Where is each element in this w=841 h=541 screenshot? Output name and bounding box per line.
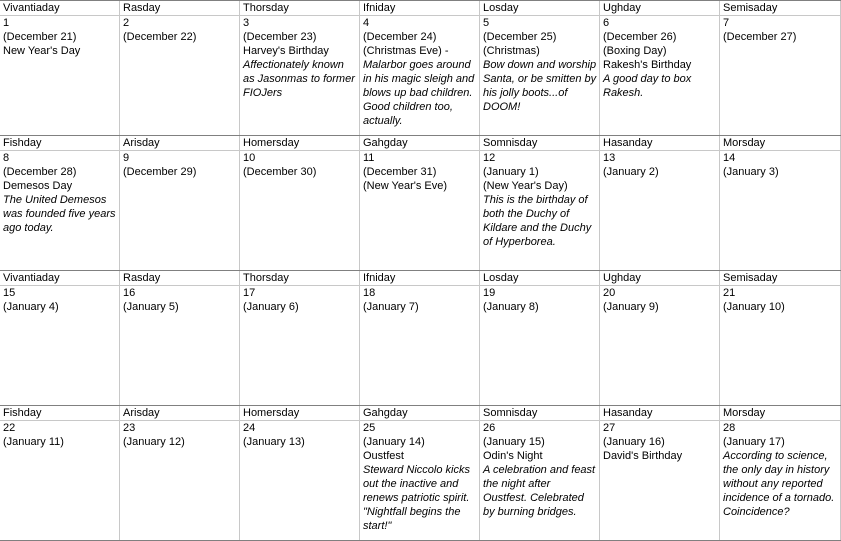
day-cell [480, 1, 600, 135]
day-cell [480, 271, 600, 405]
day-note: Bow down and worship Santa, or be smitten by his jolly boots...of DOOM! [483, 59, 597, 113]
day-name: Ughday [600, 1, 719, 16]
day-event-line: (January 1) [483, 166, 539, 178]
day-name: Arisday [120, 136, 239, 151]
day-name: Losday [480, 271, 599, 286]
day-cell [120, 136, 240, 270]
day-name: Semisaday [720, 271, 840, 286]
day-event-line: (Christmas Eve) - [363, 45, 449, 57]
day-number: 16 [123, 287, 136, 299]
day-number: 7 [723, 17, 730, 29]
day-number: 5 [483, 17, 490, 29]
day-name: Somnisday [480, 136, 599, 151]
day-name: Losday [480, 1, 599, 16]
day-cell [480, 406, 600, 540]
day-body [360, 16, 479, 128]
day-event-line: (New Year's Eve) [363, 180, 448, 192]
day-body [720, 16, 840, 44]
day-event-line: (Boxing Day) [603, 45, 667, 57]
day-cell [720, 406, 841, 540]
day-event-line: Oustfest [363, 450, 404, 462]
day-event-line: (December 24) [363, 31, 437, 43]
day-body [120, 151, 239, 179]
day-cell [0, 1, 120, 135]
day-name: Hasanday [600, 406, 719, 421]
day-name: Fishday [0, 136, 119, 151]
day-body [360, 286, 479, 314]
day-body [240, 286, 359, 314]
day-cell [720, 271, 841, 405]
day-cell [0, 406, 120, 540]
day-cell [240, 136, 360, 270]
day-body [600, 151, 719, 179]
day-number: 9 [123, 152, 130, 164]
day-name: Semisaday [720, 1, 840, 16]
day-event-line: (January 11) [3, 436, 64, 448]
day-body [480, 16, 599, 114]
day-name: Gahgday [360, 406, 479, 421]
day-name: Vivantiaday [0, 1, 119, 16]
day-event-line: (December 28) [3, 166, 77, 178]
day-cell [600, 271, 720, 405]
day-name: Morsday [720, 406, 840, 421]
day-number: 17 [243, 287, 256, 299]
day-body [120, 16, 239, 44]
day-body [480, 421, 599, 519]
day-event-line: (January 17) [723, 436, 785, 448]
day-cell [360, 406, 480, 540]
day-number: 12 [483, 152, 496, 164]
day-name: Homersday [240, 136, 359, 151]
day-body [600, 286, 719, 314]
day-name: Ifniday [360, 271, 479, 286]
day-cell [120, 406, 240, 540]
day-note: Malarbor goes around in his magic sleigh and blows up bad children. Good children too, actually. [363, 59, 475, 127]
day-number: 6 [603, 17, 610, 29]
calendar-week [0, 405, 841, 541]
day-number: 21 [723, 287, 736, 299]
day-number: 8 [3, 152, 10, 164]
day-number: 24 [243, 422, 256, 434]
day-note: Affectionately known as Jasonmas to former FIOJers [243, 59, 355, 99]
day-name: Rasday [120, 271, 239, 286]
day-number: 25 [363, 422, 376, 434]
day-number: 14 [723, 152, 736, 164]
day-name: Vivantiaday [0, 271, 119, 286]
day-number: 15 [3, 287, 16, 299]
day-name: Morsday [720, 136, 840, 151]
day-cell [600, 406, 720, 540]
day-event-line: (January 6) [243, 301, 299, 313]
day-cell [240, 271, 360, 405]
day-event-line: (December 27) [723, 31, 797, 43]
day-number: 13 [603, 152, 616, 164]
day-name: Fishday [0, 406, 119, 421]
day-cell [360, 271, 480, 405]
day-event-line: (Christmas) [483, 45, 540, 57]
day-cell [720, 136, 841, 270]
day-number: 23 [123, 422, 136, 434]
day-note: A celebration and feast the night after Oustfest. Celebrated by burning bridges. [483, 464, 596, 518]
day-event-line: (January 10) [723, 301, 785, 313]
day-number: 1 [3, 17, 10, 29]
day-body [120, 286, 239, 314]
day-number: 10 [243, 152, 256, 164]
day-event-line: (January 16) [603, 436, 665, 448]
calendar-week [0, 270, 841, 405]
day-body [240, 151, 359, 179]
day-event-line: Harvey's Birthday [243, 45, 329, 57]
day-body [360, 151, 479, 193]
day-note: This is the birthday of both the Duchy of Kildare and the Duchy of Hyperborea. [483, 194, 592, 248]
calendar-week [0, 0, 841, 135]
day-number: 20 [603, 287, 616, 299]
day-number: 11 [363, 152, 375, 164]
day-event-line: (December 23) [243, 31, 317, 43]
day-body [720, 151, 840, 179]
day-note: According to science, the only day in history without any reported incidence of a tornado. Coincidence? [723, 450, 835, 518]
day-body [120, 421, 239, 449]
day-event-line: Odin's Night [483, 450, 543, 462]
day-number: 28 [723, 422, 736, 434]
day-number: 27 [603, 422, 616, 434]
day-cell [0, 136, 120, 270]
day-event-line: (January 15) [483, 436, 545, 448]
day-cell [240, 1, 360, 135]
day-cell [360, 1, 480, 135]
day-cell [120, 271, 240, 405]
day-cell [720, 1, 841, 135]
day-body [720, 286, 840, 314]
day-body [600, 421, 719, 463]
day-name: Arisday [120, 406, 239, 421]
day-event-line: (January 9) [603, 301, 659, 313]
day-event-line: (January 5) [123, 301, 179, 313]
day-event-line: (December 22) [123, 31, 197, 43]
day-name: Hasanday [600, 136, 719, 151]
day-body [600, 16, 719, 100]
day-event-line: (January 13) [243, 436, 305, 448]
day-cell [360, 136, 480, 270]
day-body [360, 421, 479, 533]
day-name: Somnisday [480, 406, 599, 421]
day-body [480, 286, 599, 314]
day-event-line: (December 29) [123, 166, 197, 178]
day-event-line: (January 3) [723, 166, 779, 178]
day-event-line: Demesos Day [3, 180, 73, 192]
day-number: 19 [483, 287, 496, 299]
day-event-line: (January 2) [603, 166, 659, 178]
day-note: The United Demesos was founded five years ago today. [3, 194, 116, 234]
day-event-line: (January 14) [363, 436, 425, 448]
day-event-line: (January 4) [3, 301, 59, 313]
day-event-line: (December 31) [363, 166, 437, 178]
day-name: Homersday [240, 406, 359, 421]
day-body [0, 151, 119, 235]
day-body [240, 16, 359, 100]
day-event-line: (December 21) [3, 31, 77, 43]
day-event-line: (January 8) [483, 301, 539, 313]
day-event-line: (December 25) [483, 31, 557, 43]
day-note: A good day to box Rakesh. [603, 73, 692, 99]
day-cell [600, 1, 720, 135]
day-name: Ifniday [360, 1, 479, 16]
day-event-line: (January 7) [363, 301, 419, 313]
day-cell [600, 136, 720, 270]
day-number: 2 [123, 17, 130, 29]
day-event-line: New Year's Day [3, 45, 81, 57]
day-number: 3 [243, 17, 250, 29]
day-cell [480, 136, 600, 270]
day-name: Thorsday [240, 271, 359, 286]
calendar-week [0, 135, 841, 270]
day-body [480, 151, 599, 249]
day-event-line: (New Year's Day) [483, 180, 568, 192]
day-name: Gahgday [360, 136, 479, 151]
day-body [240, 421, 359, 449]
day-body [720, 421, 840, 519]
day-body [0, 16, 119, 58]
day-event-line: (December 26) [603, 31, 677, 43]
day-cell [240, 406, 360, 540]
day-name: Thorsday [240, 1, 359, 16]
day-cell [120, 1, 240, 135]
day-name: Rasday [120, 1, 239, 16]
day-cell [0, 271, 120, 405]
day-number: 26 [483, 422, 496, 434]
day-number: 18 [363, 287, 376, 299]
day-number: 4 [363, 17, 370, 29]
day-note: Steward Niccolo kicks out the inactive and renews patriotic spirit. "Nightfall begins the start!" [363, 464, 470, 532]
day-number: 22 [3, 422, 16, 434]
day-body [0, 421, 119, 449]
day-event-line: (January 12) [123, 436, 185, 448]
day-event-line: (December 30) [243, 166, 317, 178]
day-event-line: David's Birthday [603, 450, 683, 462]
day-event-line: Rakesh's Birthday [603, 59, 692, 71]
day-body [0, 286, 119, 314]
day-name: Ughday [600, 271, 719, 286]
